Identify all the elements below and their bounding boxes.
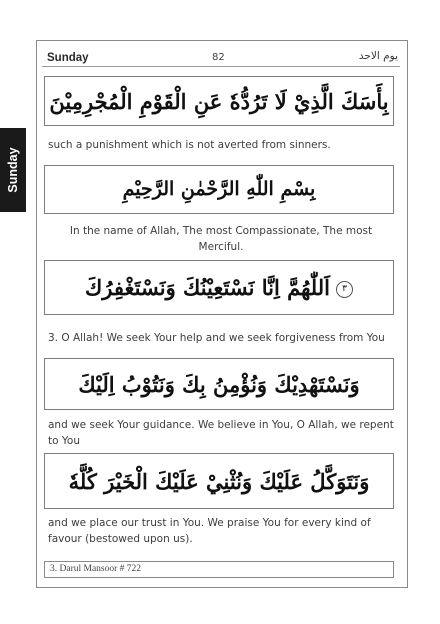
arabic-text-3-body: اَللّٰهُمَّ اِنَّا نَسْتَعِيْنُكَ وَنَسْتَغْفِرُكَ bbox=[85, 275, 330, 300]
side-tab-label: Sunday bbox=[6, 147, 20, 193]
arabic-box-1 bbox=[44, 76, 394, 126]
arabic-text-5: وَنَتَوَكَّلُ عَلَيْكَ وَنُثْنِيْ عَلَيْكَ الْخَيْرَ كُلَّهٗ bbox=[68, 468, 370, 494]
translation-4: and we seek Your guidance. We believe in You, O Allah, we repent to You bbox=[48, 419, 394, 447]
arabic-box-3 bbox=[44, 260, 394, 315]
header-day: Sunday bbox=[47, 52, 89, 64]
arabic-box-4 bbox=[44, 358, 394, 410]
translation-2: In the name of Allah, The most Compassionate, The most Merciful. bbox=[69, 225, 373, 253]
footer-reference: 3. Darul Mansoor # 722 bbox=[50, 564, 142, 574]
arabic-text-3 bbox=[85, 277, 353, 298]
arabic-box-2 bbox=[44, 165, 394, 214]
arabic-box-5 bbox=[44, 453, 394, 509]
footer-reference-box bbox=[44, 561, 394, 578]
header-day-arabic: يوم الاحد bbox=[358, 50, 398, 62]
translation-1: such a punishment which is not averted from sinners. bbox=[48, 139, 331, 151]
ayah-number-marker: ٣ bbox=[336, 281, 353, 298]
arabic-text-1: بِأَسَكَ الَّذِيْ لَا تَرُدُّهٗ عَنِ الْقَوْمِ الْمُجْرِمِيْنَ bbox=[49, 88, 389, 114]
header-divider bbox=[42, 66, 400, 67]
translation-5: and we place our trust in You. We praise You for every kind of favour (bestowed upon us). bbox=[48, 517, 371, 545]
arabic-text-2: بِسْمِ اللّٰهِ الرَّحْمٰنِ الرَّحِيْمِ bbox=[122, 178, 316, 200]
page-number: 82 bbox=[212, 52, 225, 63]
side-tab bbox=[0, 128, 26, 212]
arabic-text-4: وَنَسْتَهْدِيْكَ وَنُؤْمِنُ بِكَ وَنَتُوْبُ اِلَيْكَ bbox=[78, 371, 360, 397]
translation-3: 3. O Allah! We seek Your help and we seek forgiveness from You bbox=[48, 332, 385, 344]
